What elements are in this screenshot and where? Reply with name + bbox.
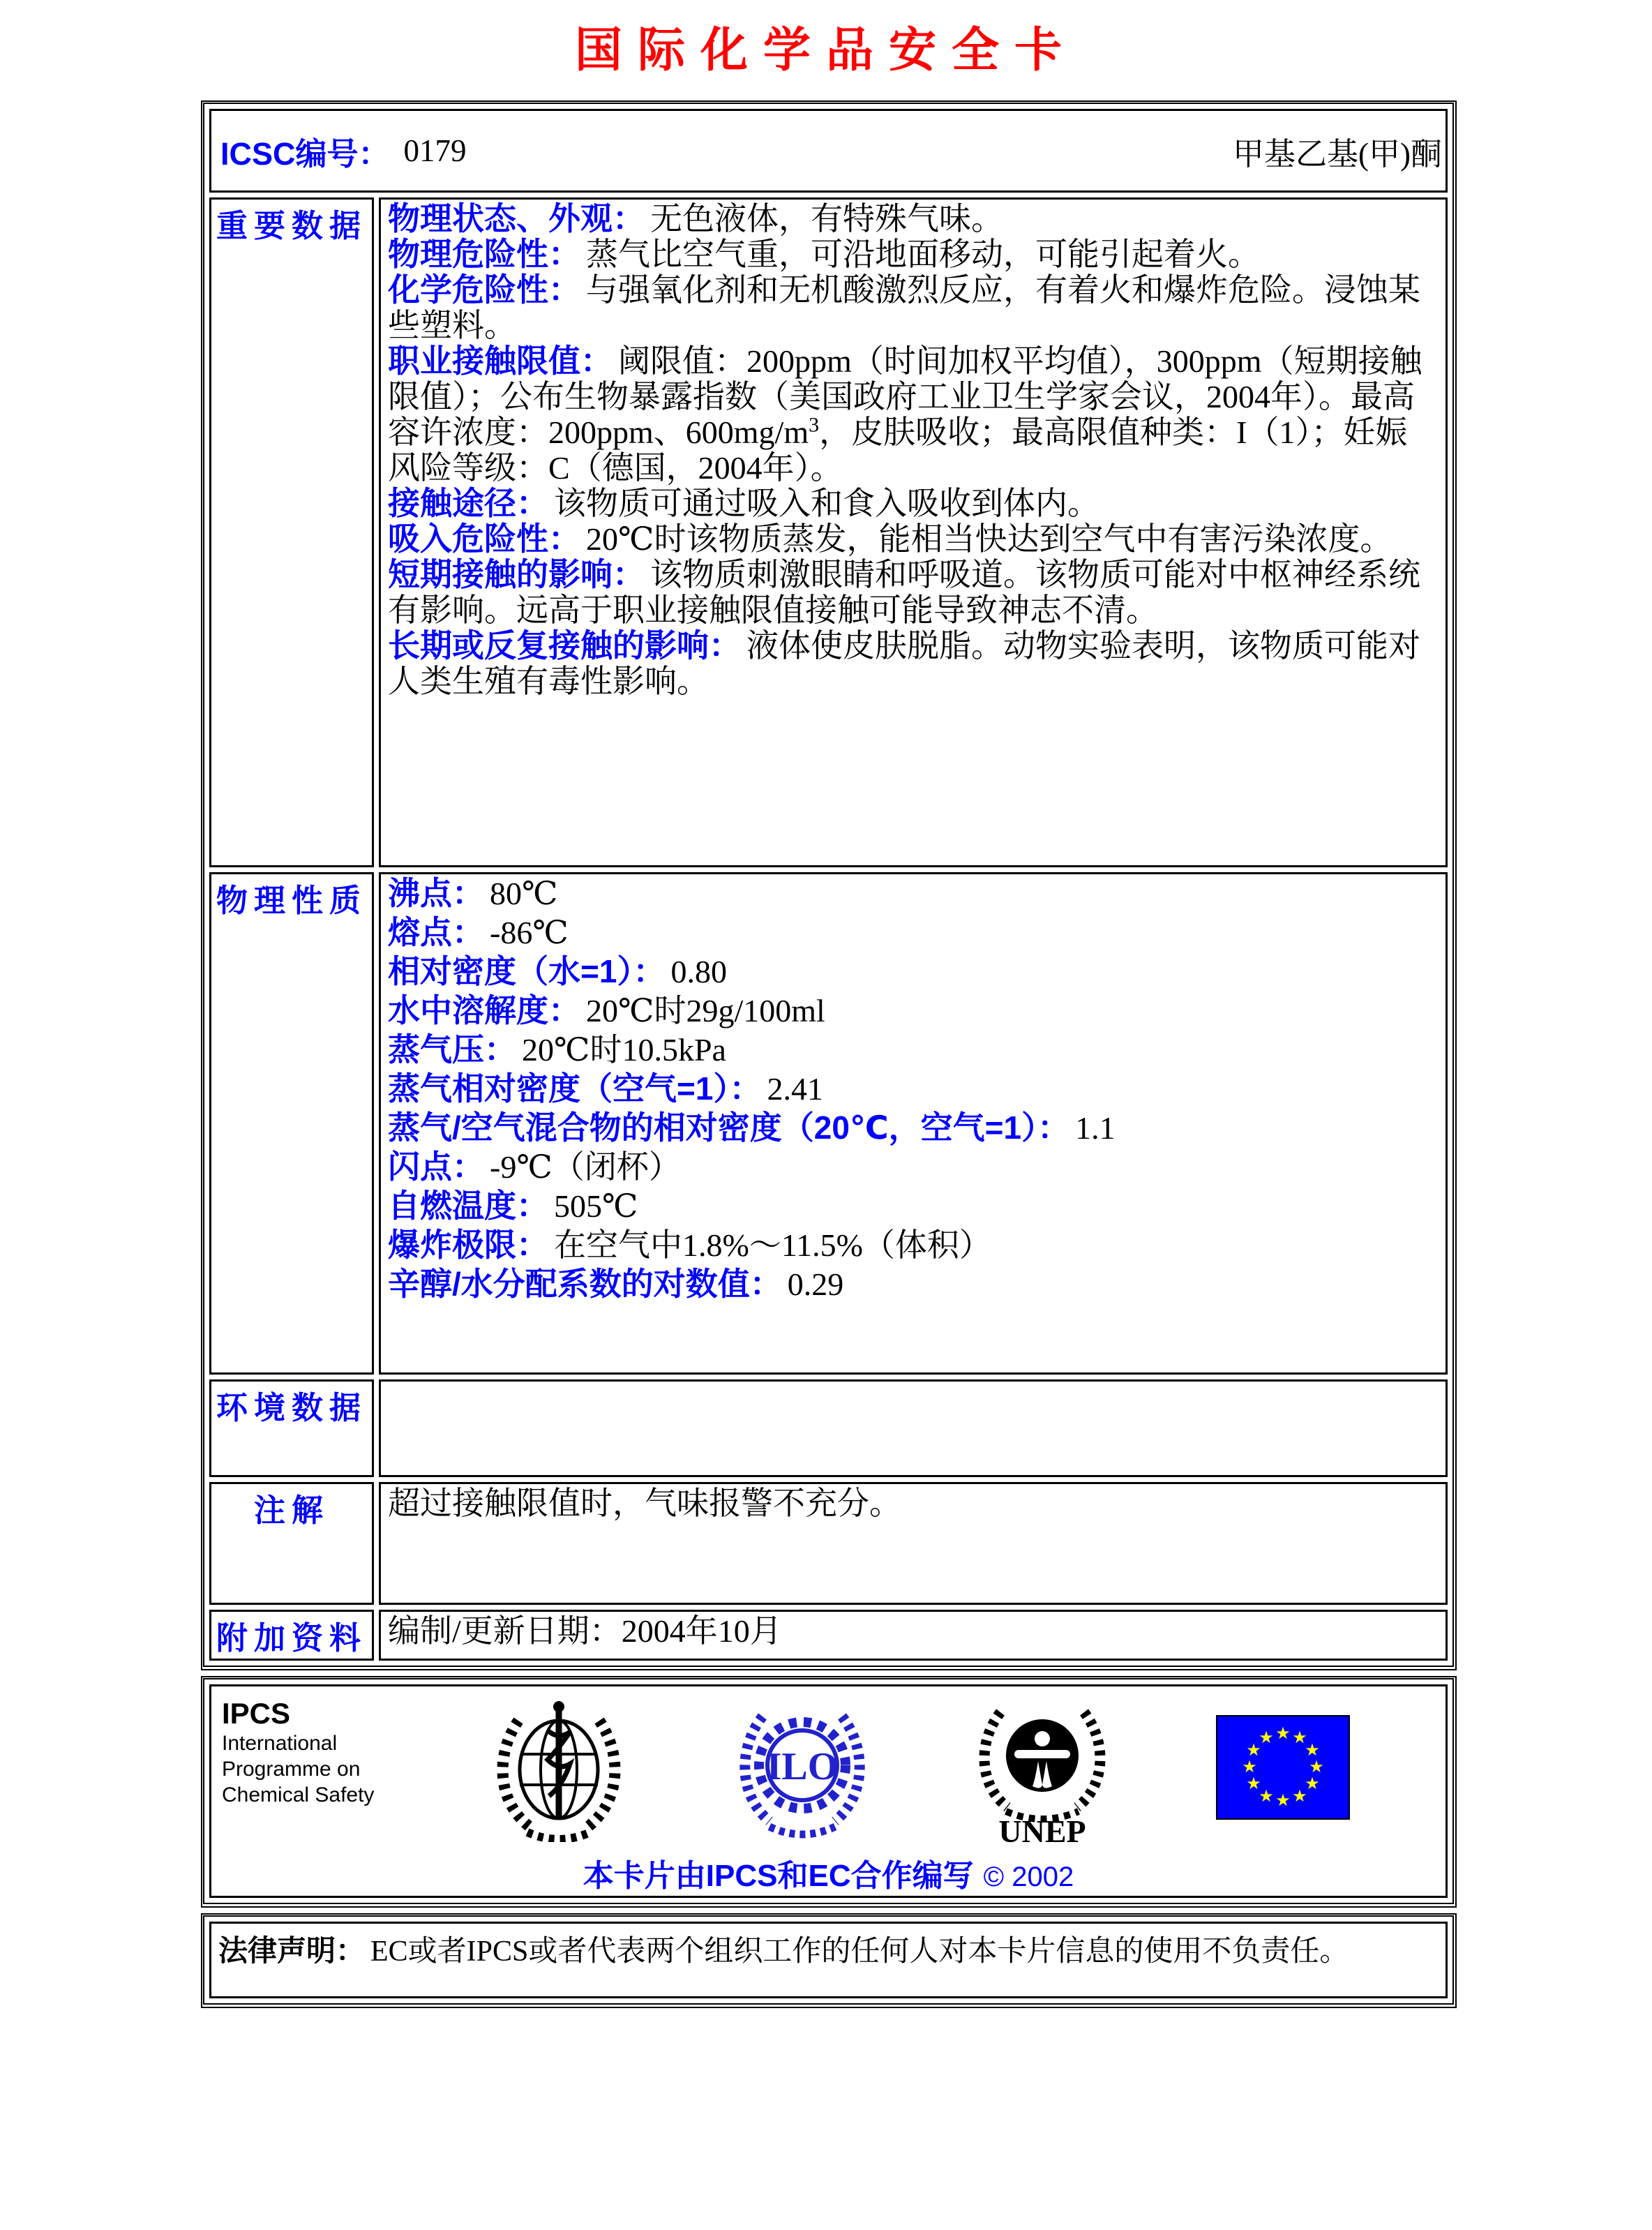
header-cell [209, 109, 1448, 193]
legal-cell [209, 1922, 1448, 1998]
icsc-number-value: 0179 [403, 133, 467, 168]
important-data-item [388, 272, 1439, 343]
important-data-item [388, 557, 1439, 628]
ipcs-text-block [222, 1697, 382, 1808]
icsc-number-group [220, 128, 467, 174]
superscript-3: 3 [809, 413, 820, 437]
ipcs-line: Programme on [222, 1758, 361, 1781]
section-label-important-data: 重要数据 [209, 197, 374, 867]
physical-properties-row [209, 872, 1448, 1375]
field-label: 短期接触的影响： [388, 556, 645, 592]
field-text: 2.41 [767, 1071, 823, 1107]
field-text: ，皮肤吸收；最高限值种类：I（1）；妊娠风险等级：C（德国，2004年）。 [388, 414, 1408, 486]
property-line [388, 1266, 1439, 1302]
legal-text: EC或者IPCS或者代表两个组织工作的任何人对本卡片信息的使用不负责任。 [370, 1936, 1349, 1968]
field-label: 接触途径： [388, 485, 548, 521]
svg-text:★: ★ [1275, 1723, 1291, 1743]
field-label: 物理状态、外观： [388, 200, 645, 237]
svg-text:★: ★ [1259, 1786, 1274, 1806]
field-label: 物理危险性： [388, 236, 580, 272]
section-label-notes: 注解 [209, 1482, 374, 1605]
environment-data-content [379, 1379, 1448, 1477]
field-text: 80℃ [490, 876, 558, 911]
copyright-year: © 2002 [983, 1862, 1074, 1892]
ipcs-title: IPCS [222, 1697, 291, 1730]
field-text: 20℃时该物质蒸发，能相当快达到空气中有害污染浓度。 [586, 521, 1392, 557]
property-line [388, 1071, 1439, 1107]
svg-text:★: ★ [1275, 1790, 1291, 1810]
field-label: 蒸气相对密度（空气=1）： [388, 1070, 762, 1107]
unep-text: UNEP [998, 1813, 1086, 1848]
field-text: 无色液体，有特殊气味。 [650, 201, 1003, 237]
field-text: 1.1 [1075, 1110, 1116, 1146]
svg-text:★: ★ [1242, 1757, 1257, 1776]
field-text: 与强氧化剂和无机酸激烈反应，有着火和爆炸危险。浸蚀某些塑料。 [388, 272, 1420, 343]
field-text: -86℃ [490, 915, 569, 950]
property-line [388, 1149, 1439, 1185]
organisations-row [209, 1684, 1448, 1898]
field-text: 该物质可通过吸入和食入吸收到体内。 [554, 486, 1099, 521]
field-label: 沸点： [388, 875, 484, 911]
section-label-additional-info: 附加资料 [209, 1610, 374, 1661]
physical-properties-content [379, 872, 1448, 1375]
additional-info-row [209, 1610, 1448, 1661]
property-line [388, 1227, 1439, 1263]
field-text: 蒸气比空气重，可沿地面移动，可能引起着火。 [586, 237, 1260, 272]
copyright-line [212, 1850, 1445, 1895]
field-text: -9℃（闭杯） [490, 1149, 681, 1185]
property-line [388, 1032, 1439, 1068]
copyright-text: 本卡片由IPCS和EC合作编写 [583, 1859, 974, 1893]
field-text: 505℃ [554, 1188, 638, 1224]
property-line [388, 993, 1439, 1028]
field-label: 闪点： [388, 1148, 484, 1185]
field-label: 熔点： [388, 914, 484, 950]
important-data-item [388, 628, 1439, 699]
field-text: 在空气中1.8%～11.5%（体积） [554, 1227, 991, 1263]
svg-text:★: ★ [1309, 1757, 1324, 1776]
property-line [388, 876, 1439, 911]
ilo-logo-icon [736, 1698, 869, 1841]
field-label: 吸入危险性： [388, 521, 580, 557]
ilo-text: ILO [766, 1745, 838, 1788]
chemical-name: 甲基乙基(甲)酮 [1233, 136, 1442, 172]
field-label: 化学危险性： [388, 271, 580, 308]
important-data-content [379, 197, 1448, 867]
property-line [388, 1188, 1439, 1224]
organisations-box [201, 1676, 1457, 1908]
property-line [388, 1110, 1439, 1146]
organisations-table [204, 1679, 1452, 1903]
environment-data-row [209, 1379, 1448, 1477]
header-row [209, 109, 1448, 193]
page-title: 国际化学品安全卡 [574, 24, 1077, 77]
field-text: 液体使皮肤脱脂。动物实验表明，该物质可能对人类生殖有毒性影响。 [388, 628, 1420, 699]
field-label: 蒸气/空气混合物的相对密度（20℃，空气=1）： [388, 1109, 1070, 1146]
important-data-item [388, 521, 1439, 557]
main-table [204, 104, 1452, 1666]
field-label: 相对密度（水=1）： [388, 953, 666, 989]
section-label-environment-data: 环境数据 [209, 1379, 374, 1477]
svg-text:★: ★ [1246, 1774, 1261, 1793]
field-label: 蒸气压： [388, 1031, 516, 1068]
field-text: 20℃时10.5kPa [522, 1032, 726, 1068]
important-data-item [388, 237, 1439, 272]
field-label: 水中溶解度： [388, 992, 580, 1028]
svg-text:★: ★ [1305, 1774, 1320, 1793]
field-text: 0.29 [787, 1266, 844, 1302]
important-data-item [388, 486, 1439, 521]
who-logo-icon [489, 1697, 629, 1842]
field-label: 自燃温度： [388, 1188, 548, 1224]
svg-text:★: ★ [1292, 1728, 1307, 1747]
legal-row [209, 1922, 1448, 1998]
organisations-cell [209, 1684, 1448, 1898]
legal-label: 法律声明： [218, 1934, 366, 1967]
field-label: 职业接触限值： [388, 343, 613, 379]
field-label: 长期或反复接触的影响： [388, 627, 741, 664]
unep-logo-icon [975, 1697, 1109, 1848]
property-line [388, 954, 1439, 989]
icsc-number-label: ICSC编号： [220, 135, 390, 172]
ipcs-line: Chemical Safety [222, 1783, 375, 1806]
field-label: 辛醇/水分配系数的对数值： [388, 1266, 782, 1302]
field-text: 阈限值：200ppm（时间加权平均值），300ppm（短期接触限值）；公布生物暴露指数（美国政府工业卫生学家会议，2004年）。最高容许浓度：200ppm、600mg/m [388, 343, 1422, 450]
svg-text:★: ★ [1292, 1786, 1307, 1806]
important-data-item [388, 201, 1439, 237]
field-text: 该物质刺激眼睛和呼吸道。该物质可能对中枢神经系统有影响。远高于职业接触限值接触可能导致神志不清。 [388, 557, 1420, 628]
section-label-physical-properties: 物理性质 [209, 872, 374, 1375]
eu-flag-icon [1216, 1715, 1350, 1820]
field-label: 爆炸极限： [388, 1227, 548, 1263]
property-line [388, 915, 1439, 950]
important-data-item [388, 343, 1439, 486]
legal-table [204, 1917, 1452, 2003]
additional-info-content: 编制/更新日期：2004年10月 [379, 1610, 1448, 1661]
field-text: 0.80 [670, 954, 727, 989]
icsc-card [201, 100, 1457, 2008]
legal-box [201, 1913, 1457, 2008]
notes-row [209, 1482, 1448, 1605]
field-text: 20℃时29g/100ml [586, 993, 825, 1028]
important-data-row [209, 197, 1448, 867]
svg-text:★: ★ [1305, 1740, 1320, 1760]
svg-text:★: ★ [1259, 1728, 1274, 1747]
svg-text:★: ★ [1246, 1740, 1261, 1760]
ipcs-line: International [222, 1732, 338, 1755]
notes-content: 超过接触限值时，气味报警不充分。 [379, 1482, 1448, 1605]
main-table-box [201, 100, 1457, 1670]
